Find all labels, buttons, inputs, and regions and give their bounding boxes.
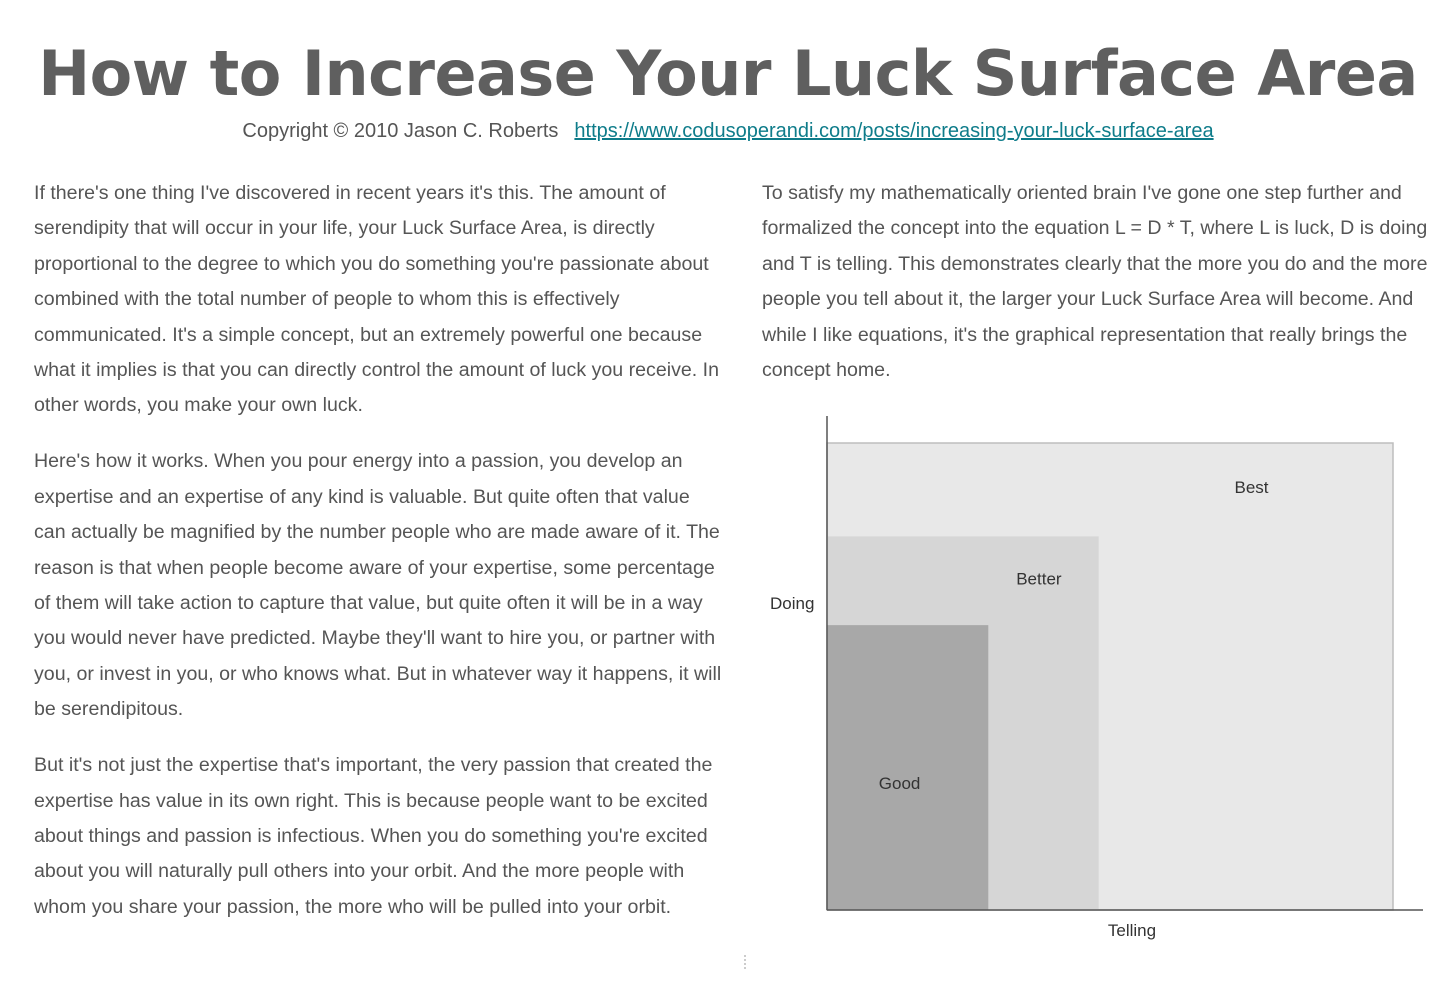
article-column-left [34,176,724,946]
article-paragraph: Here's how it works. When you pour energy into a passion, you develop an expertise and an expertise of any kind is valuable. But quite often that value can actually be magnified by the number people who are made aware of it. The reason is that when people become aware of your expertise, some percentage of them will take action to capture that value, but quite often it will be in a way you would never have predicted. Maybe they'll want to hire you, or partner with you, or invest in you, or who knows what. But in whatever way it happens, it will be serendipitous. [34,450,722,721]
article-paragraph: If there's one thing I've discovered in recent years it's this. The amount of serendipity that will occur in your life, your Luck Surface Area, is directly proportional to the degree to which you do something you're passionate about combined with the total number of people to whom this is effectively communicated. It's a simple concept, but an extremely powerful one because what it implies is that you can directly control the amount of luck you receive. In other words, you make your own luck. [34,182,720,417]
y-axis-label: Doing [770,594,815,613]
source-link[interactable]: https://www.codusoperandi.com/posts/increasing-your-luck-surface-area [574,120,1214,142]
region-good [827,625,988,910]
x-axis-label: Telling [1107,921,1157,940]
region-label-best: Best [1234,478,1269,497]
byline [0,118,1456,144]
scroll-indicator [744,955,750,969]
region-label-good: Good [878,774,921,794]
region-label-better: Better [1016,569,1062,589]
page-title: How to Increase Your Luck Surface Area [38,37,1418,110]
article-paragraph: To satisfy my mathematically oriented brain I've gone one step further and formalized the concept into the equation L = D * T, where L is luck, D is doing and T is telling. This demonstrates clearly that the more you do and the more people you tell about it, the larger your Luck Surface Area will become. And while I like equations, it's the graphical representation that really brings the concept home. [762,182,1428,382]
luck-surface-area-chart [760,410,1440,950]
copyright-notice: Copyright © 2010 Jason C. Roberts [242,120,559,142]
article-paragraph: But it's not just the expertise that's important, the very passion that created the expertise has value in its own right. This is because people want to be excited about things and passion is infectious. When you do something you're excited about you will naturally pull others into your orbit. And the more people with whom you share your passion, the more who will be pulled into your orbit. [34,754,713,918]
article-column-right [762,176,1434,409]
